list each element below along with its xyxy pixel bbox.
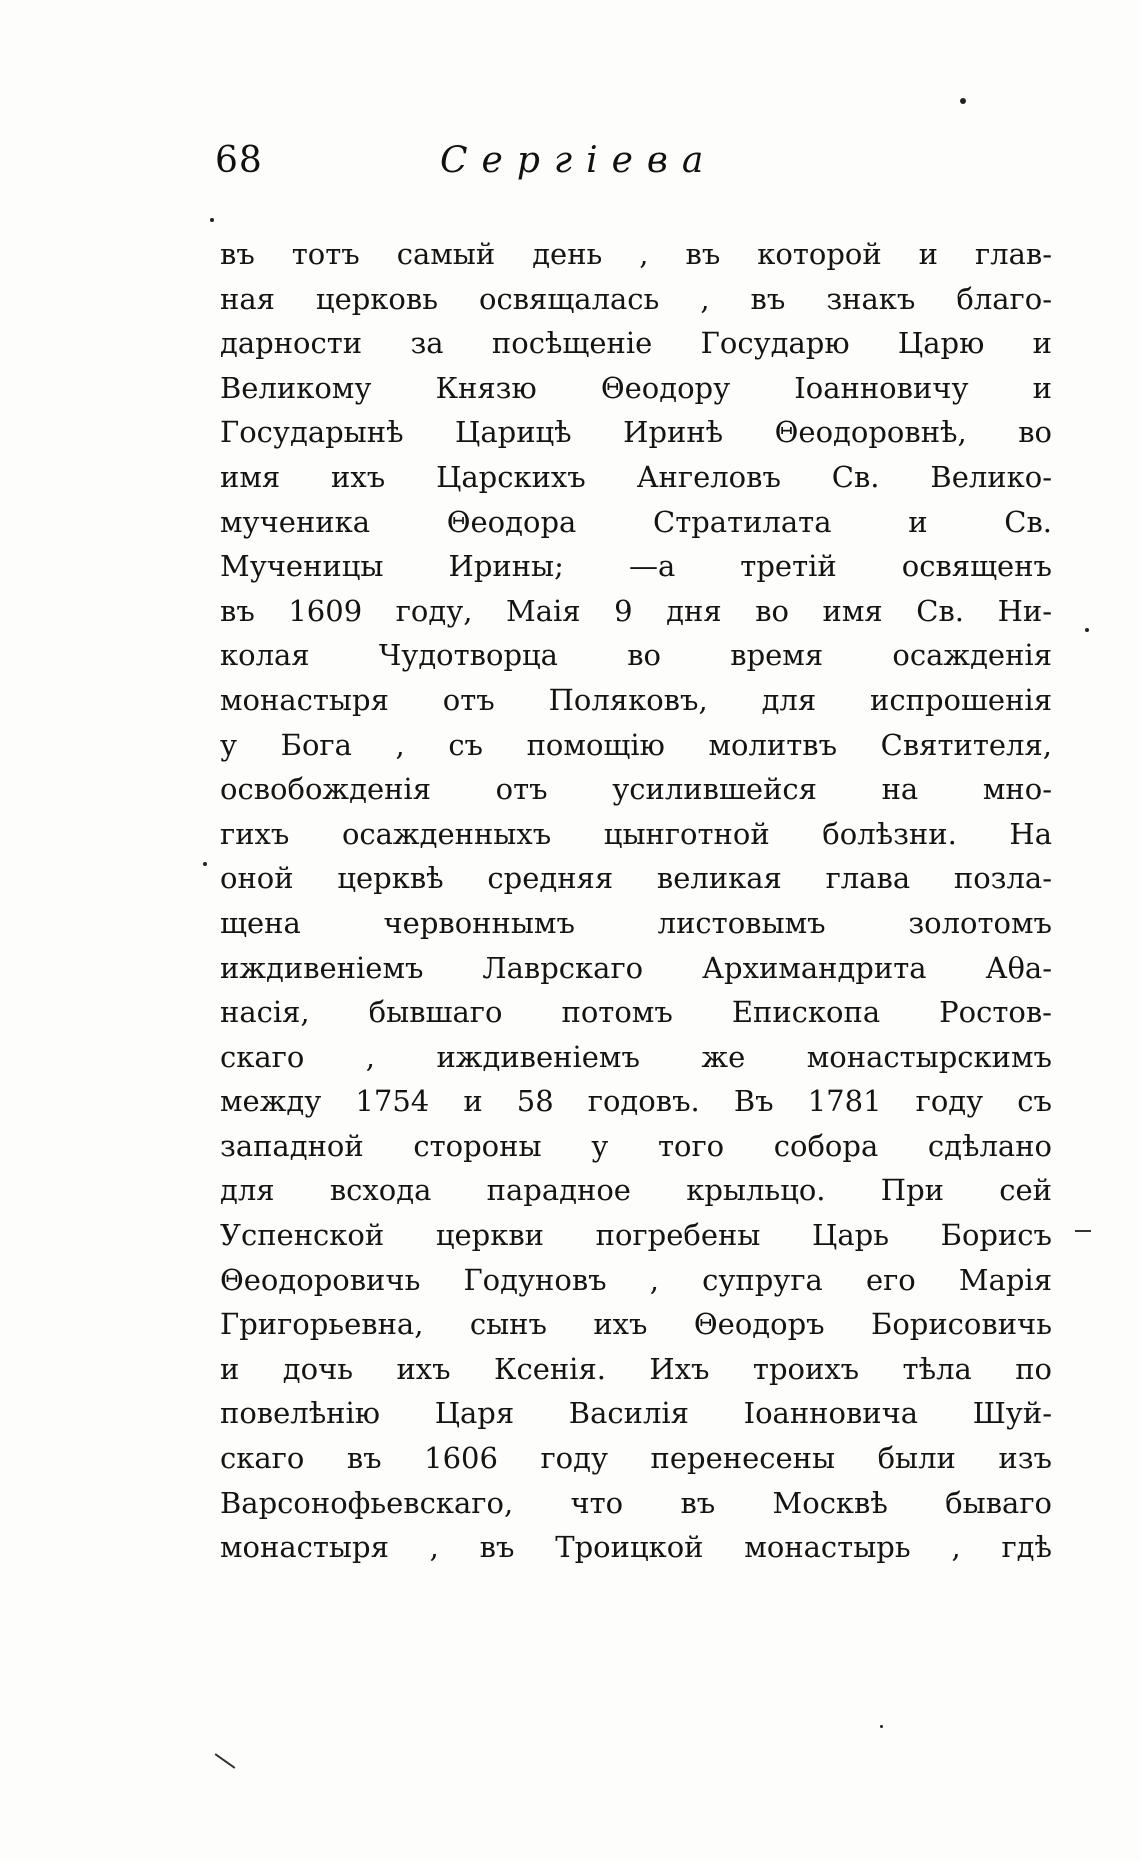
text-line: щена червоннымъ листовымъ золотомъ <box>220 905 1052 940</box>
scan-speck <box>203 862 207 866</box>
text-line: колая Чудотворца во время осажденія <box>220 638 1052 673</box>
text-line: мученика Θеодора Стратилата и Св. <box>220 504 1052 539</box>
scan-speck <box>880 1725 883 1728</box>
text-line: имя ихъ Царскихъ Ангеловъ Св. Велико- <box>220 459 1052 494</box>
text-line: западной стороны у того собора сдѣлано <box>220 1128 1052 1163</box>
text-line: Θеодоровичь Годуновъ , супруга его Марія <box>220 1262 1052 1297</box>
text-line: монастыря отъ Поляковъ, для испрошенія <box>220 682 1052 717</box>
running-head: Сергіева <box>440 140 718 181</box>
text-line: иждивеніемъ Лаврскаго Архимандрита Аθа- <box>220 950 1052 985</box>
text-line: Государынѣ Царицѣ Иринѣ Θеодоровнѣ, во <box>220 415 1052 450</box>
text-line: для всхода парадное крыльцо. При сей <box>220 1173 1052 1208</box>
text-line: скаго , иждивеніемъ же монастырскимъ <box>220 1039 1052 1074</box>
text-line: Мученицы Ирины; —а третій освященъ <box>220 549 1052 584</box>
body-text <box>220 232 1052 1570</box>
text-line: монастыря , въ Троицкой монастырь , гдѣ <box>220 1530 1052 1565</box>
text-line: гихъ осажденныхъ цынготной болѣзни. На <box>220 816 1052 851</box>
text-line: Успенской церкви погребены Царь Борисъ <box>220 1218 1052 1253</box>
text-line: освобожденія отъ усилившейся на мно- <box>220 772 1052 807</box>
scan-mark <box>1075 1230 1091 1232</box>
text-line: Великому Князю Θеодору Іоанновичу и <box>220 370 1052 405</box>
scan-speck <box>210 218 214 222</box>
text-line: оной церквѣ средняя великая глава позла- <box>220 861 1052 896</box>
text-line: ная церковь освящалась , въ знакъ благо- <box>220 281 1052 316</box>
text-line: Варсонофьевскаго, что въ Москвѣ бываго <box>220 1485 1052 1520</box>
text-line: Григорьевна, сынъ ихъ Θеодоръ Борисовичь <box>220 1307 1052 1342</box>
text-line: насія, бывшаго потомъ Епископа Ростов- <box>220 995 1052 1030</box>
scan-speck <box>1085 628 1089 632</box>
text-line: въ тотъ самый день , въ которой и глав- <box>220 237 1052 271</box>
scan-speck <box>960 98 966 104</box>
text-line: между 1754 и 58 годовъ. Въ 1781 году съ <box>220 1084 1052 1119</box>
page-number: 68 <box>215 140 263 181</box>
page-header <box>215 140 1055 200</box>
text-line: скаго въ 1606 году перенесены были изъ <box>220 1441 1052 1476</box>
text-line: у Бога , съ помощію молитвъ Святителя, <box>220 727 1052 762</box>
scan-mark <box>215 1753 236 1768</box>
text-line: въ 1609 году, Маія 9 дня во имя Св. Ни- <box>220 593 1052 628</box>
text-line: и дочь ихъ Ксенія. Ихъ троихъ тѣла по <box>220 1351 1052 1386</box>
text-line: повелѣнію Царя Василія Іоанновича Шуй- <box>220 1396 1052 1431</box>
text-line: дарности за посѣщеніе Государю Царю и <box>220 326 1052 361</box>
